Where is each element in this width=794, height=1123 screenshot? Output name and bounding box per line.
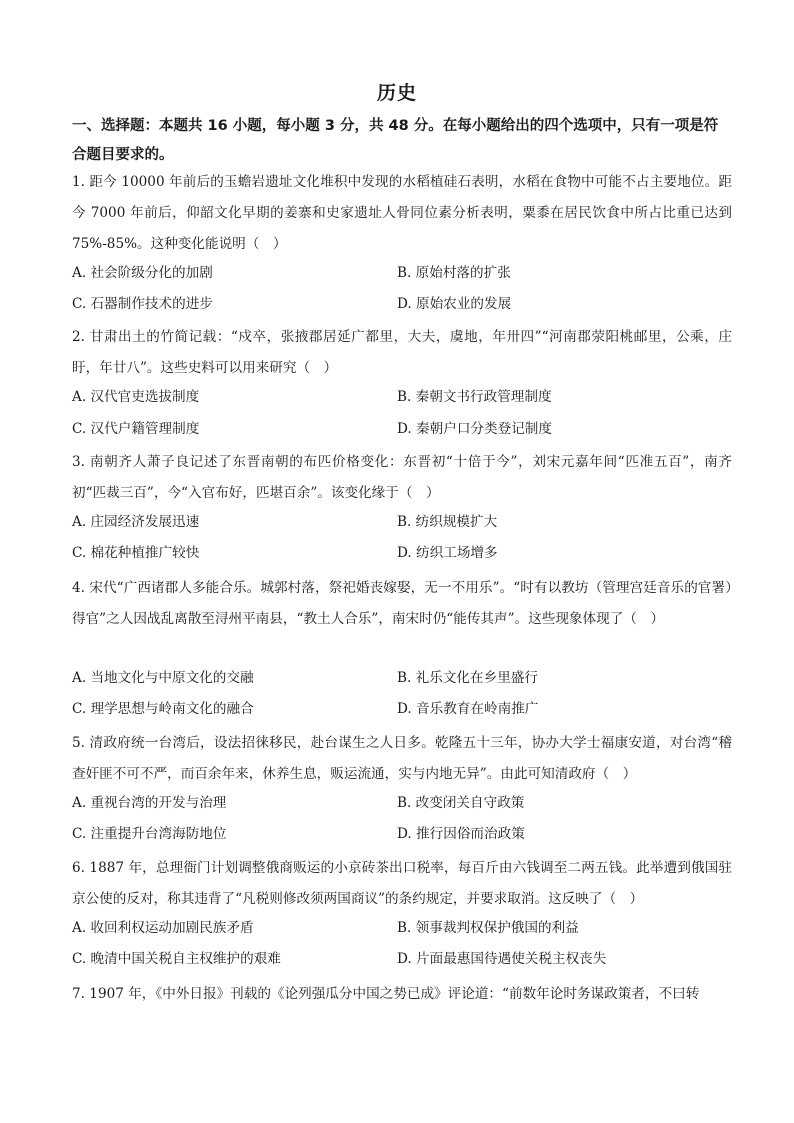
question-2-option-a[interactable]: A. 汉代官吏选拔制度 [72,389,200,405]
question-6-option-d[interactable]: D. 片面最惠国待遇使关税主权丧失 [397,951,607,967]
question-1-option-c[interactable]: C. 石器制作技术的进步 [72,296,213,312]
question-2-stem: 2. 甘肃出土的竹简记载：“戍卒，张掖郡居延广都里，大夫，虞地，年卅四”“河南郡荥阳桃邮里，公乘，庄盱，年廿八”。这些史料可以用来研究（ ） [72,329,732,376]
question-5-option-c[interactable]: C. 注重提升台湾海防地位 [72,826,227,842]
question-3-option-d[interactable]: D. 纺织工场增多 [397,545,498,561]
page-title: 历史 [376,82,417,104]
question-5-stem: 5. 清政府统一台湾后，设法招徕移民，赴台谋生之人日多。乾隆五十三年，协办大学士福康安道，对台湾“稽查奸匪不可不严，而百余年来，休养生息，贩运流通，实与内地无异”。由此可知清政府（ ） [72,735,732,782]
question-1-option-a[interactable]: A. 社会阶级分化的加剧 [72,265,213,281]
question-7-stem: 7. 1907 年，《中外日报》刊载的《论列强瓜分中国之势已成》评论道：“前数年论时务谋政策者，不曰转 [72,986,700,1002]
question-5-option-a[interactable]: A. 重视台湾的开发与治理 [72,795,227,811]
question-6-stem: 6. 1887 年，总理衙门计划调整俄商贩运的小京砖茶出口税率，每百斤由六钱调至二两五钱。此举遭到俄国驻京公使的反对，称其违背了“凡税则修改须两国商议”的条约规定，并要求取消。这反映了（ ） [72,860,732,907]
question-4-option-b[interactable]: B. 礼乐文化在乡里盛行 [397,670,538,686]
question-3-stem: 3. 南朝齐人萧子良记述了东晋南朝的布匹价格变化：东晋初“十倍于今”，刘宋元嘉年间“匹准五百”，南齐初“匹裁三百”，今“入官布好，匹堪百余”。该变化缘于（ ） [72,454,732,501]
question-2-option-c[interactable]: C. 汉代户籍管理制度 [72,421,200,437]
question-5-option-d[interactable]: D. 推行因俗而治政策 [397,826,525,842]
question-3-option-c[interactable]: C. 棉花种植推广较快 [72,545,200,561]
question-2-option-b[interactable]: B. 秦朝文书行政管理制度 [397,389,552,405]
question-4-option-d[interactable]: D. 音乐教育在岭南推广 [397,701,539,717]
question-2-option-d[interactable]: D. 秦朝户口分类登记制度 [397,421,552,437]
question-3-option-b[interactable]: B. 纺织规模扩大 [397,514,498,530]
section-heading: 一、选择题：本题共 16 小题，每小题 3 分，共 48 分。在每小题给出的四个选项中，只有一项是符合题目要求的。 [72,118,719,163]
question-6-option-c[interactable]: C. 晚清中国关税自主权维护的艰难 [72,951,281,967]
question-6-option-b[interactable]: B. 领事裁判权保护俄国的利益 [397,920,579,936]
question-5-option-b[interactable]: B. 改变闭关自守政策 [397,795,525,811]
question-1-option-b[interactable]: B. 原始村落的扩张 [397,265,511,281]
question-4-stem: 4. 宋代“广西诸郡人多能合乐。城郭村落，祭祀婚丧嫁娶，无一不用乐”。“时有以教坊（管理宫廷音乐的官署）得官”之人因战乱离散至浔州平南县，“教土人合乐”，南宋时仍“能传其声”。这些现象体现了（ ） [72,580,732,627]
question-6-option-a[interactable]: A. 收回利权运动加剧民族矛盾 [72,920,254,936]
question-1-option-d[interactable]: D. 原始农业的发展 [397,296,512,312]
question-4-option-c[interactable]: C. 理学思想与岭南文化的融合 [72,701,254,717]
question-1-stem: 1. 距今 10000 年前后的玉蟾岩遗址文化堆积中发现的水稻植硅石表明，水稻在食物中可能不占主要地位。距今 7000 年前后，仰韶文化早期的姜寨和史家遗址人骨同位素分析表明，粟黍在居民饮食中所占比重已达到 75%-85%。这种变化能说明（ ） [72,174,732,252]
question-3-option-a[interactable]: A. 庄园经济发展迅速 [72,514,200,530]
question-4-option-a[interactable]: A. 当地文化与中原文化的交融 [72,670,254,686]
